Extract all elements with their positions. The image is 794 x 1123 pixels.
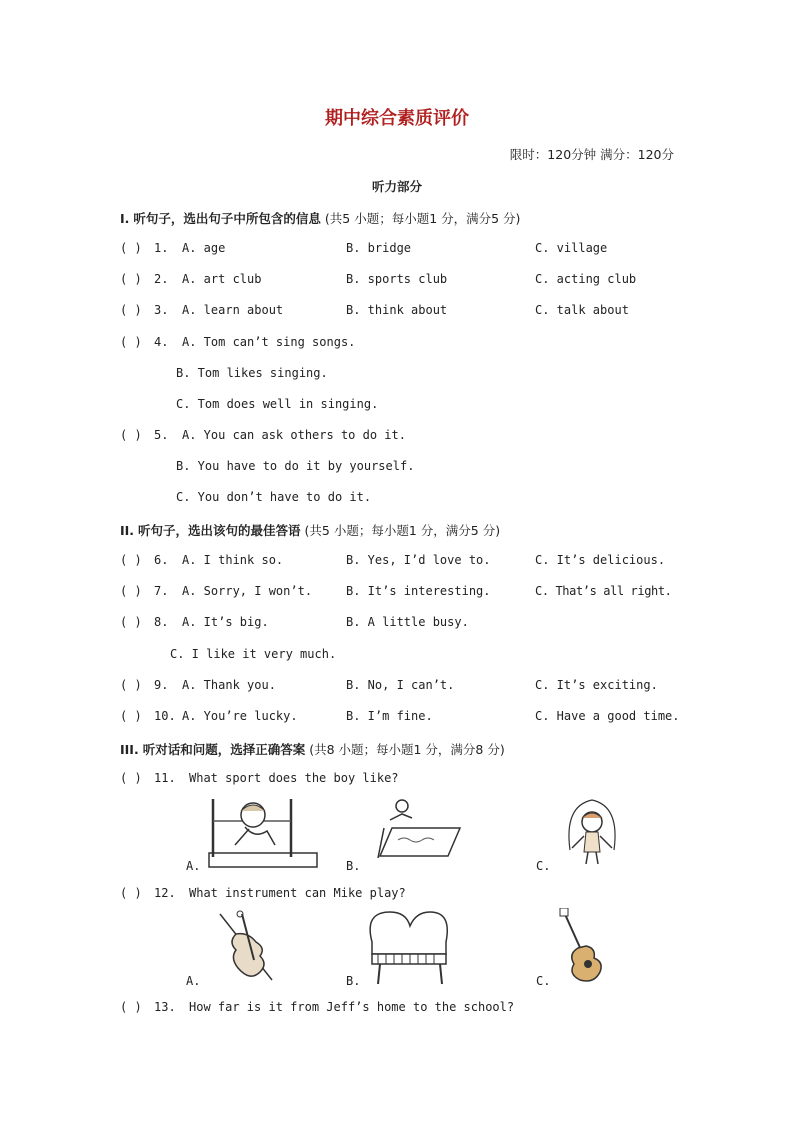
option-b: B. A little busy.	[346, 615, 469, 629]
option-a: A. art club	[182, 272, 262, 286]
section-note: (共8 小题；每小题1 分，满分8 分)	[309, 742, 505, 757]
option-b: B.	[346, 859, 361, 873]
question-text: What sport does the boy like?	[189, 771, 399, 785]
option-a: A. age	[182, 241, 226, 255]
section-2-heading	[120, 521, 500, 539]
question-number: 13.	[154, 1000, 176, 1014]
option-b: B. I’m fine.	[346, 709, 433, 723]
guitar-picture	[558, 908, 608, 984]
question-row	[120, 241, 680, 259]
option-b: B.	[346, 974, 361, 988]
high-jump-picture	[205, 795, 321, 871]
question-text: What instrument can Mike play?	[189, 886, 406, 900]
question-row	[120, 709, 680, 727]
question-number: 8.	[154, 615, 169, 629]
question-number: 11.	[154, 771, 176, 785]
answer-blank[interactable]: ( )	[120, 335, 142, 349]
option-b: B. sports club	[346, 272, 448, 286]
option-a: A. It’s big.	[182, 615, 269, 629]
section-3-heading	[120, 740, 505, 758]
option-c: C. Tom does well in singing.	[176, 397, 379, 411]
violin-picture	[206, 908, 278, 988]
question-row	[120, 272, 680, 290]
question-number: 2.	[154, 272, 169, 286]
answer-blank[interactable]: ( )	[120, 241, 142, 255]
question-number: 4.	[154, 335, 169, 349]
question-row	[120, 584, 680, 602]
option-c: C. Have a good time.	[535, 709, 680, 723]
option-a: A. Sorry, I won’t.	[182, 584, 313, 598]
question-row	[120, 553, 680, 571]
question-row	[120, 615, 680, 633]
option-c: C. talk about	[535, 303, 629, 317]
question-number: 12.	[154, 886, 176, 900]
answer-blank[interactable]: ( )	[120, 584, 142, 598]
swimming-picture	[370, 798, 466, 866]
option-b: B. think about	[346, 303, 448, 317]
answer-blank[interactable]: ( )	[120, 272, 142, 286]
section-note: (共5 小题；每小题1 分，满分5 分)	[304, 523, 501, 538]
page-title: 期中综合素质评价	[325, 108, 469, 129]
time-limit-score: 限时：120分钟 满分：120分	[509, 147, 674, 162]
skipping-rope-picture	[560, 796, 624, 870]
answer-blank[interactable]: ( )	[120, 771, 142, 785]
option-a: A.	[186, 859, 201, 873]
option-a: A.	[186, 974, 201, 988]
answer-blank[interactable]: ( )	[120, 615, 142, 629]
option-b: B. It’s interesting.	[346, 584, 491, 598]
option-a: A. Tom can’t sing songs.	[182, 335, 356, 349]
question-row	[120, 335, 680, 353]
option-c: C. It’s exciting.	[535, 678, 658, 692]
option-c: C. village	[535, 241, 608, 255]
answer-blank[interactable]: ( )	[120, 303, 142, 317]
question-number: 5.	[154, 428, 169, 442]
option-a: A. You can ask others to do it.	[182, 428, 406, 442]
option-c: C. acting club	[535, 272, 637, 286]
section-instruction: 听句子，选出句子中所包含的信息	[133, 211, 321, 226]
question-row	[120, 771, 680, 789]
question-number: 10.	[154, 709, 176, 723]
option-c: C.	[536, 974, 551, 988]
option-b: B. No, I can’t.	[346, 678, 455, 692]
part-heading: 听力部分	[371, 179, 422, 194]
option-c: C. You don’t have to do it.	[176, 490, 372, 504]
question-text: How far is it from Jeff’s home to the school?	[189, 1000, 515, 1014]
section-number: II.	[120, 523, 135, 538]
question-row	[120, 428, 680, 446]
answer-blank[interactable]: ( )	[120, 428, 142, 442]
question-row	[120, 886, 680, 904]
option-b: B. bridge	[346, 241, 412, 255]
section-number: III.	[120, 742, 139, 757]
option-b: B. Yes, I’d love to.	[346, 553, 491, 567]
section-note: (共5 小题；每小题1 分，满分5 分)	[324, 211, 521, 226]
answer-blank[interactable]: ( )	[120, 886, 142, 900]
question-row	[120, 678, 680, 696]
question-number: 3.	[154, 303, 169, 317]
option-b: B. You have to do it by yourself.	[176, 459, 415, 473]
question-row	[120, 303, 680, 321]
option-a: A. Thank you.	[182, 678, 276, 692]
question-number: 9.	[154, 678, 169, 692]
section-instruction: 听对话和问题，选择正确答案	[142, 742, 306, 757]
section-1-heading	[120, 209, 520, 227]
option-a: A. You’re lucky.	[182, 709, 298, 723]
option-c: C.	[536, 859, 551, 873]
option-c: C. I like it very much.	[170, 647, 337, 661]
section-instruction: 听句子，选出该句的最佳答语	[138, 523, 301, 538]
answer-blank[interactable]: ( )	[120, 709, 142, 723]
option-b: B. Tom likes singing.	[176, 366, 328, 380]
question-number: 7.	[154, 584, 169, 598]
option-c: C. That’s all right.	[535, 584, 672, 598]
question-number: 6.	[154, 553, 169, 567]
section-number: I.	[120, 211, 130, 226]
piano-picture	[364, 908, 454, 986]
question-row	[120, 1000, 680, 1018]
option-c: C. It’s delicious.	[535, 553, 666, 567]
answer-blank[interactable]: ( )	[120, 1000, 142, 1014]
option-a: A. I think so.	[182, 553, 284, 567]
question-number: 1.	[154, 241, 169, 255]
answer-blank[interactable]: ( )	[120, 678, 142, 692]
answer-blank[interactable]: ( )	[120, 553, 142, 567]
option-a: A. learn about	[182, 303, 284, 317]
